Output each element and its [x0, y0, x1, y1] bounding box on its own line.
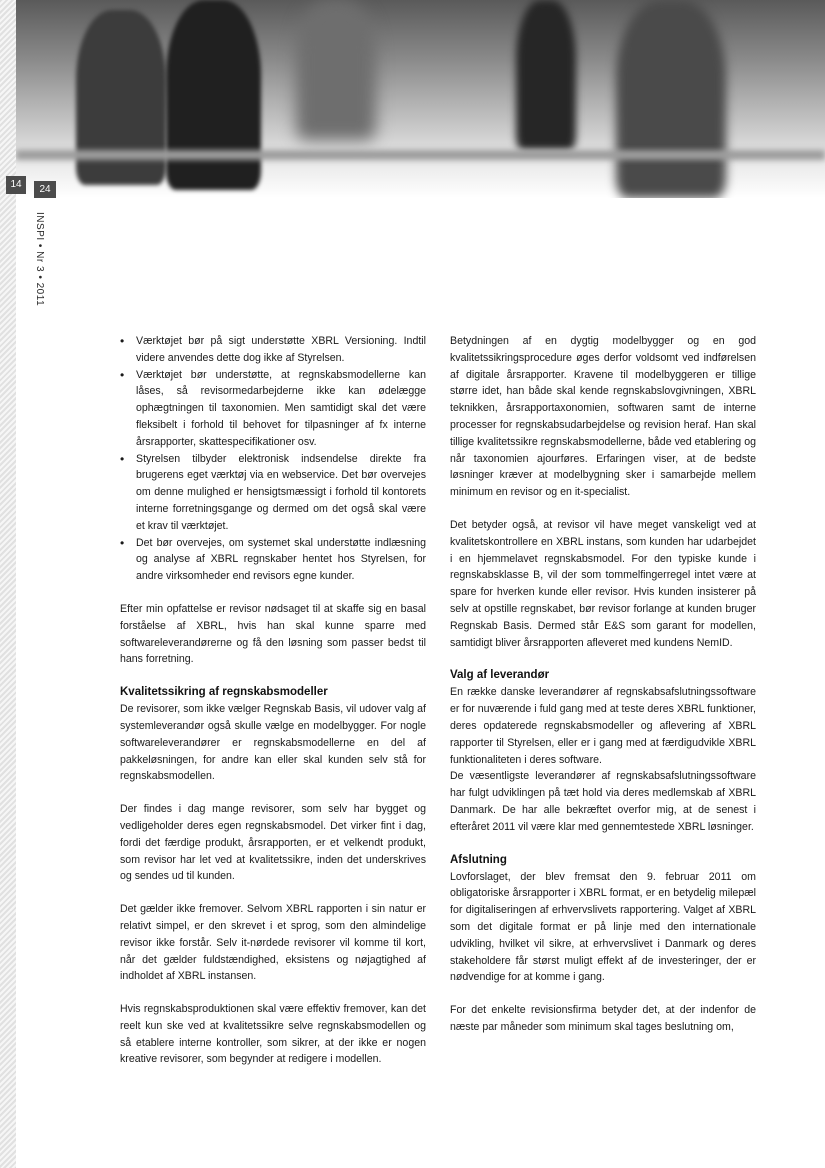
- section-heading: Valg af leverandør: [450, 669, 550, 682]
- paragraph: Betydningen af en dygtig modelbygger og en god kvalitetssikringsprocedure øges derfor voldsomt ved indførelsen af digitale årsrapporter. Kravene til modelbyggeren er tillige større idet, han både skal kende regnskabslovgivningen, XBRL teknikken, årsrapportaxonomien, softwaren samt de interne processer for regnskabsudarbejdelse og revision heraf. Han skal tillige kvalitetssikre regnskabsmodellerne, både ved etablering og når taxonomien ajourføres. Erfaringen viser, at de bedste løsninger kræver at modelbygning sker i samarbejde mellem minimum en revisor og en it-specialist.: [450, 335, 756, 499]
- photo-railing: [16, 150, 825, 160]
- paragraph: Det betyder også, at revisor vil have meget vanskeligt ved at kvalitetskontrollere en XBRL instans, som kunden har udarbejdet i en hjemmelavet regnskabsmodel. For den typiske kunde i regnskabsklasse B, vil der som tommelfingerregel intet være at spare for hverken kunde eller revisor. Hvis kunden insisterer på selv at opstille regnskabet, bør revisor forlange at kunden bruger Regnskab Basis. Dermed står E&S som garant for modellen, samtidigt bliver årsrapporten afleveret med kundens NemID.: [450, 518, 756, 649]
- requirements-list: [120, 333, 426, 585]
- paragraph: Hvis regnskabsproduktionen skal være effektiv fremover, kan det reelt kun ske ved at kvalitetssikre selve regnskabsmodellen og så etablere interne kontroller, som sikrer, at der ikke er nogen kreative revisorer, som begynder at redigere i modellen.: [120, 1003, 426, 1066]
- section-heading: Afslutning: [450, 853, 507, 866]
- paragraph: For det enkelte revisionsfirma betyder det, at der indenfor de næste par måneder som minimum skal tages beslutning om,: [450, 1004, 756, 1033]
- photo-figure: [616, 0, 726, 198]
- page-number: 24: [34, 181, 56, 198]
- right-column: [450, 333, 756, 1052]
- paragraph: Det gælder ikke fremover. Selvom XBRL rapporten i sin natur er relativt simpel, er den skrevet i et sprog, som den almindelige revisor ikke forstår. Selv it-nørdede revisorer vil komme til kort, når det gælder fuldstændighed, eksistens og nøjagtighed af indholdet af XBRL instansen.: [120, 903, 426, 983]
- list-item: • Det bør overvejes, om systemet skal understøtte indlæsning og analyse af XBRL regnskaber hentet hos Styrelsen, for andre virksomheder end revisors egne kunder.: [136, 535, 426, 585]
- paragraph: Efter min opfattelse er revisor nødsaget til at skaffe sig en basal forståelse af XBRL, hvis han skal kunne sparre med softwareleverandørerne og få den løsning som passer bedst til hans forretning.: [120, 602, 426, 666]
- header-photo: [16, 0, 825, 198]
- left-column: [120, 333, 426, 1084]
- section-heading: Kvalitetssikring af regnskabsmodeller: [120, 686, 328, 699]
- paragraph: De revisorer, som ikke vælger Regnskab Basis, vil udover valg af systemleverandør også skulle vælge en modelbygger. For nogle softwareleverandører er regnskabsmodellerne en del af pakkeløsningen, for andre kan eller skal kunden selv stå for regnskabsmodellen.: [120, 703, 426, 783]
- paragraph: Der findes i dag mange revisorer, som selv har bygget og vedligeholder deres egen regnskabsmodel. Det virker fint i dag, fordi det færdige produkt, årsrapporten, er et velkendt produkt, som revisor har let ved at kvalitetssikre, inden det underskrives og sendes ud til kunden.: [120, 803, 426, 883]
- list-item: • Værktøjet bør på sigt understøtte XBRL Versioning. Indtil videre anvendes dette dog ikke af Styrelsen.: [136, 333, 426, 367]
- running-header: INSPI • Nr 3 • 2011: [34, 212, 45, 307]
- photo-figure: [516, 0, 576, 150]
- paragraph: En række danske leverandører af regnskabsafslutningssoftware er for nuværende i fuld gang med at teste deres XBRL funktioner, deres opdaterede regnskabsmodeller og aflevering af XBRL rapporter til Styrelsen, eller er i gang med at færdigudvikle XBRL funktionaliteten i deres software.: [450, 686, 756, 766]
- paragraph: Lovforslaget, der blev fremsat den 9. februar 2011 om obligatoriske årsrapporter i XBRL format, er en betydelig milepæl for digitaliseringen af erhvervslivets rapportering. Valget af XBRL som det digitale format er på linje med den internationale udvikling, hvilket vil sikre, at erhvervslivet i Danmark og deres stakeholdere får størst muligt effekt af de investeringer, der er nødvendige for at komme i gang.: [450, 870, 756, 984]
- paragraph: De væsentligste leverandører af regnskabsafslutningssoftware har fulgt udviklingen på tæt hold via deres medlemskab af XBRL Danmark. De har alle bekræftet overfor mig, at de senest i efteråret 2011 vil være klar med gennemtestede XBRL løsninger.: [450, 770, 756, 833]
- list-item: • Værktøjet bør understøtte, at regnskabsmodellerne kan låses, så revisormedarbejderne ikke kan ødelægge ophægtningen til taxonomien. Men samtidigt skal det være fleksibelt i forhold til behovet for tilpasninger af fx interne årsrapporter, skattespecifikationer osv.: [136, 367, 426, 451]
- photo-figure: [166, 0, 261, 190]
- list-item: • Styrelsen tilbyder elektronisk indsendelse direkte fra brugerens eget værktøj via en webservice. Det bør overvejes om denne mulighed er hensigtsmæssigt i forhold til kontorets interne forretningsgange og dermed om det også skal være et krav til værktøjet.: [136, 451, 426, 535]
- photo-figure: [296, 0, 376, 140]
- previous-page-number: 14: [6, 176, 26, 194]
